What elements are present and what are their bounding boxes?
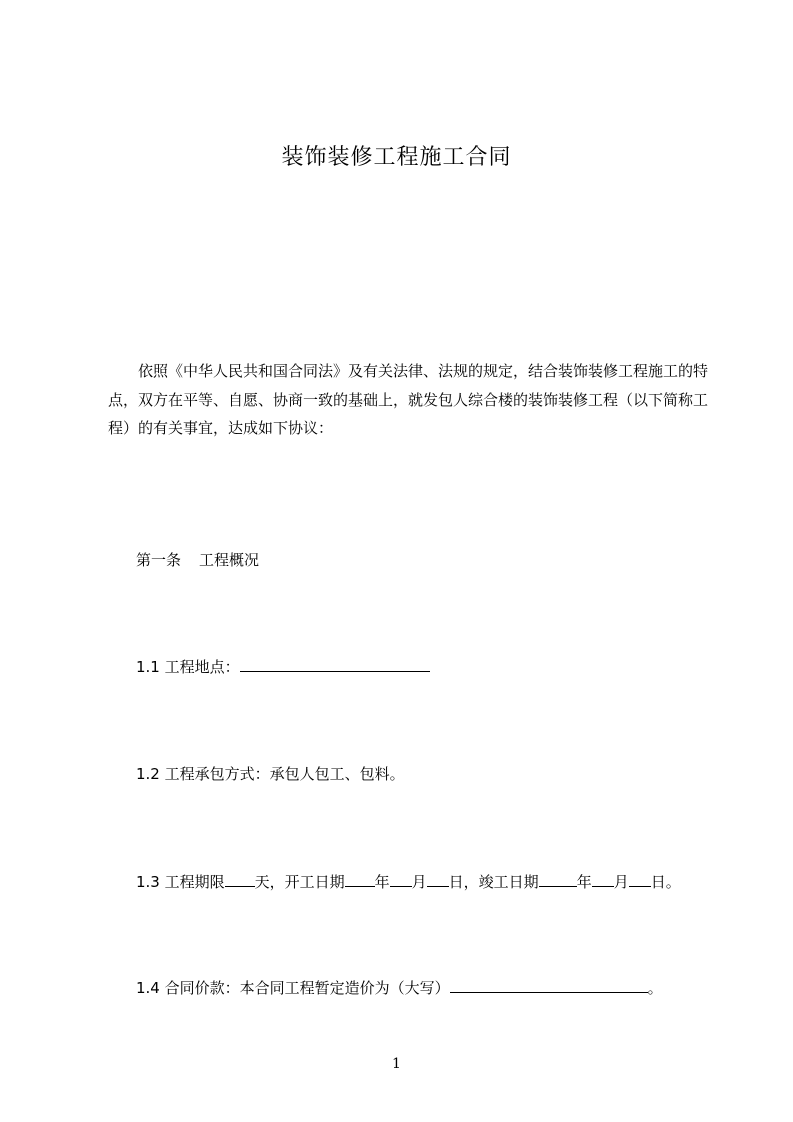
article-1-number: 第一条 bbox=[136, 551, 182, 569]
article-1-title: 工程概况 bbox=[199, 551, 260, 569]
clause-1-4 bbox=[136, 977, 663, 998]
start-day-completion-text: 日，竣工日期 bbox=[448, 873, 539, 891]
end-year-blank[interactable] bbox=[539, 871, 577, 887]
document-title: 装饰装修工程施工合同 bbox=[281, 145, 512, 170]
clause-1-1 bbox=[136, 656, 430, 677]
start-year-unit: 年 bbox=[374, 873, 390, 891]
clause-1-4-label: 1.4 合同价款：本合同工程暂定造价为（大写） bbox=[136, 979, 450, 997]
intro-text: 依照《中华人民共和国合同法》及有关法律、法规的规定，结合装饰装修工程施工的特点，双方在平等、自愿、协商一致的基础上，就发包人综合楼的装饰装修工程（以下简称工程）的有关事宜，达成如下协议： bbox=[108, 362, 709, 437]
clause-1-3 bbox=[136, 871, 681, 892]
days-unit-text: 天，开工日期 bbox=[254, 873, 345, 891]
clause-1-3-label: 1.3 工程期限 bbox=[136, 873, 225, 891]
end-month-unit: 月 bbox=[613, 873, 629, 891]
contract-price-blank[interactable] bbox=[450, 977, 648, 993]
clause-1-2 bbox=[136, 763, 405, 784]
start-day-blank[interactable] bbox=[427, 871, 449, 887]
start-month-blank[interactable] bbox=[390, 871, 412, 887]
end-month-blank[interactable] bbox=[592, 871, 614, 887]
clause-1-2-text: 1.2 工程承包方式：承包人包工、包料。 bbox=[136, 765, 405, 783]
start-year-blank[interactable] bbox=[345, 871, 375, 887]
page-number: 1 bbox=[392, 1056, 401, 1072]
end-day-blank[interactable] bbox=[629, 871, 651, 887]
duration-days-blank[interactable] bbox=[225, 871, 255, 887]
article-1-heading bbox=[136, 549, 259, 570]
clause-1-4-end: 。 bbox=[647, 979, 663, 997]
clause-1-1-label: 1.1 工程地点： bbox=[136, 658, 240, 676]
end-day-unit: 日。 bbox=[650, 873, 681, 891]
intro-paragraph bbox=[108, 357, 708, 443]
start-month-unit: 月 bbox=[411, 873, 427, 891]
end-year-unit: 年 bbox=[576, 873, 592, 891]
project-location-blank[interactable] bbox=[240, 656, 430, 672]
